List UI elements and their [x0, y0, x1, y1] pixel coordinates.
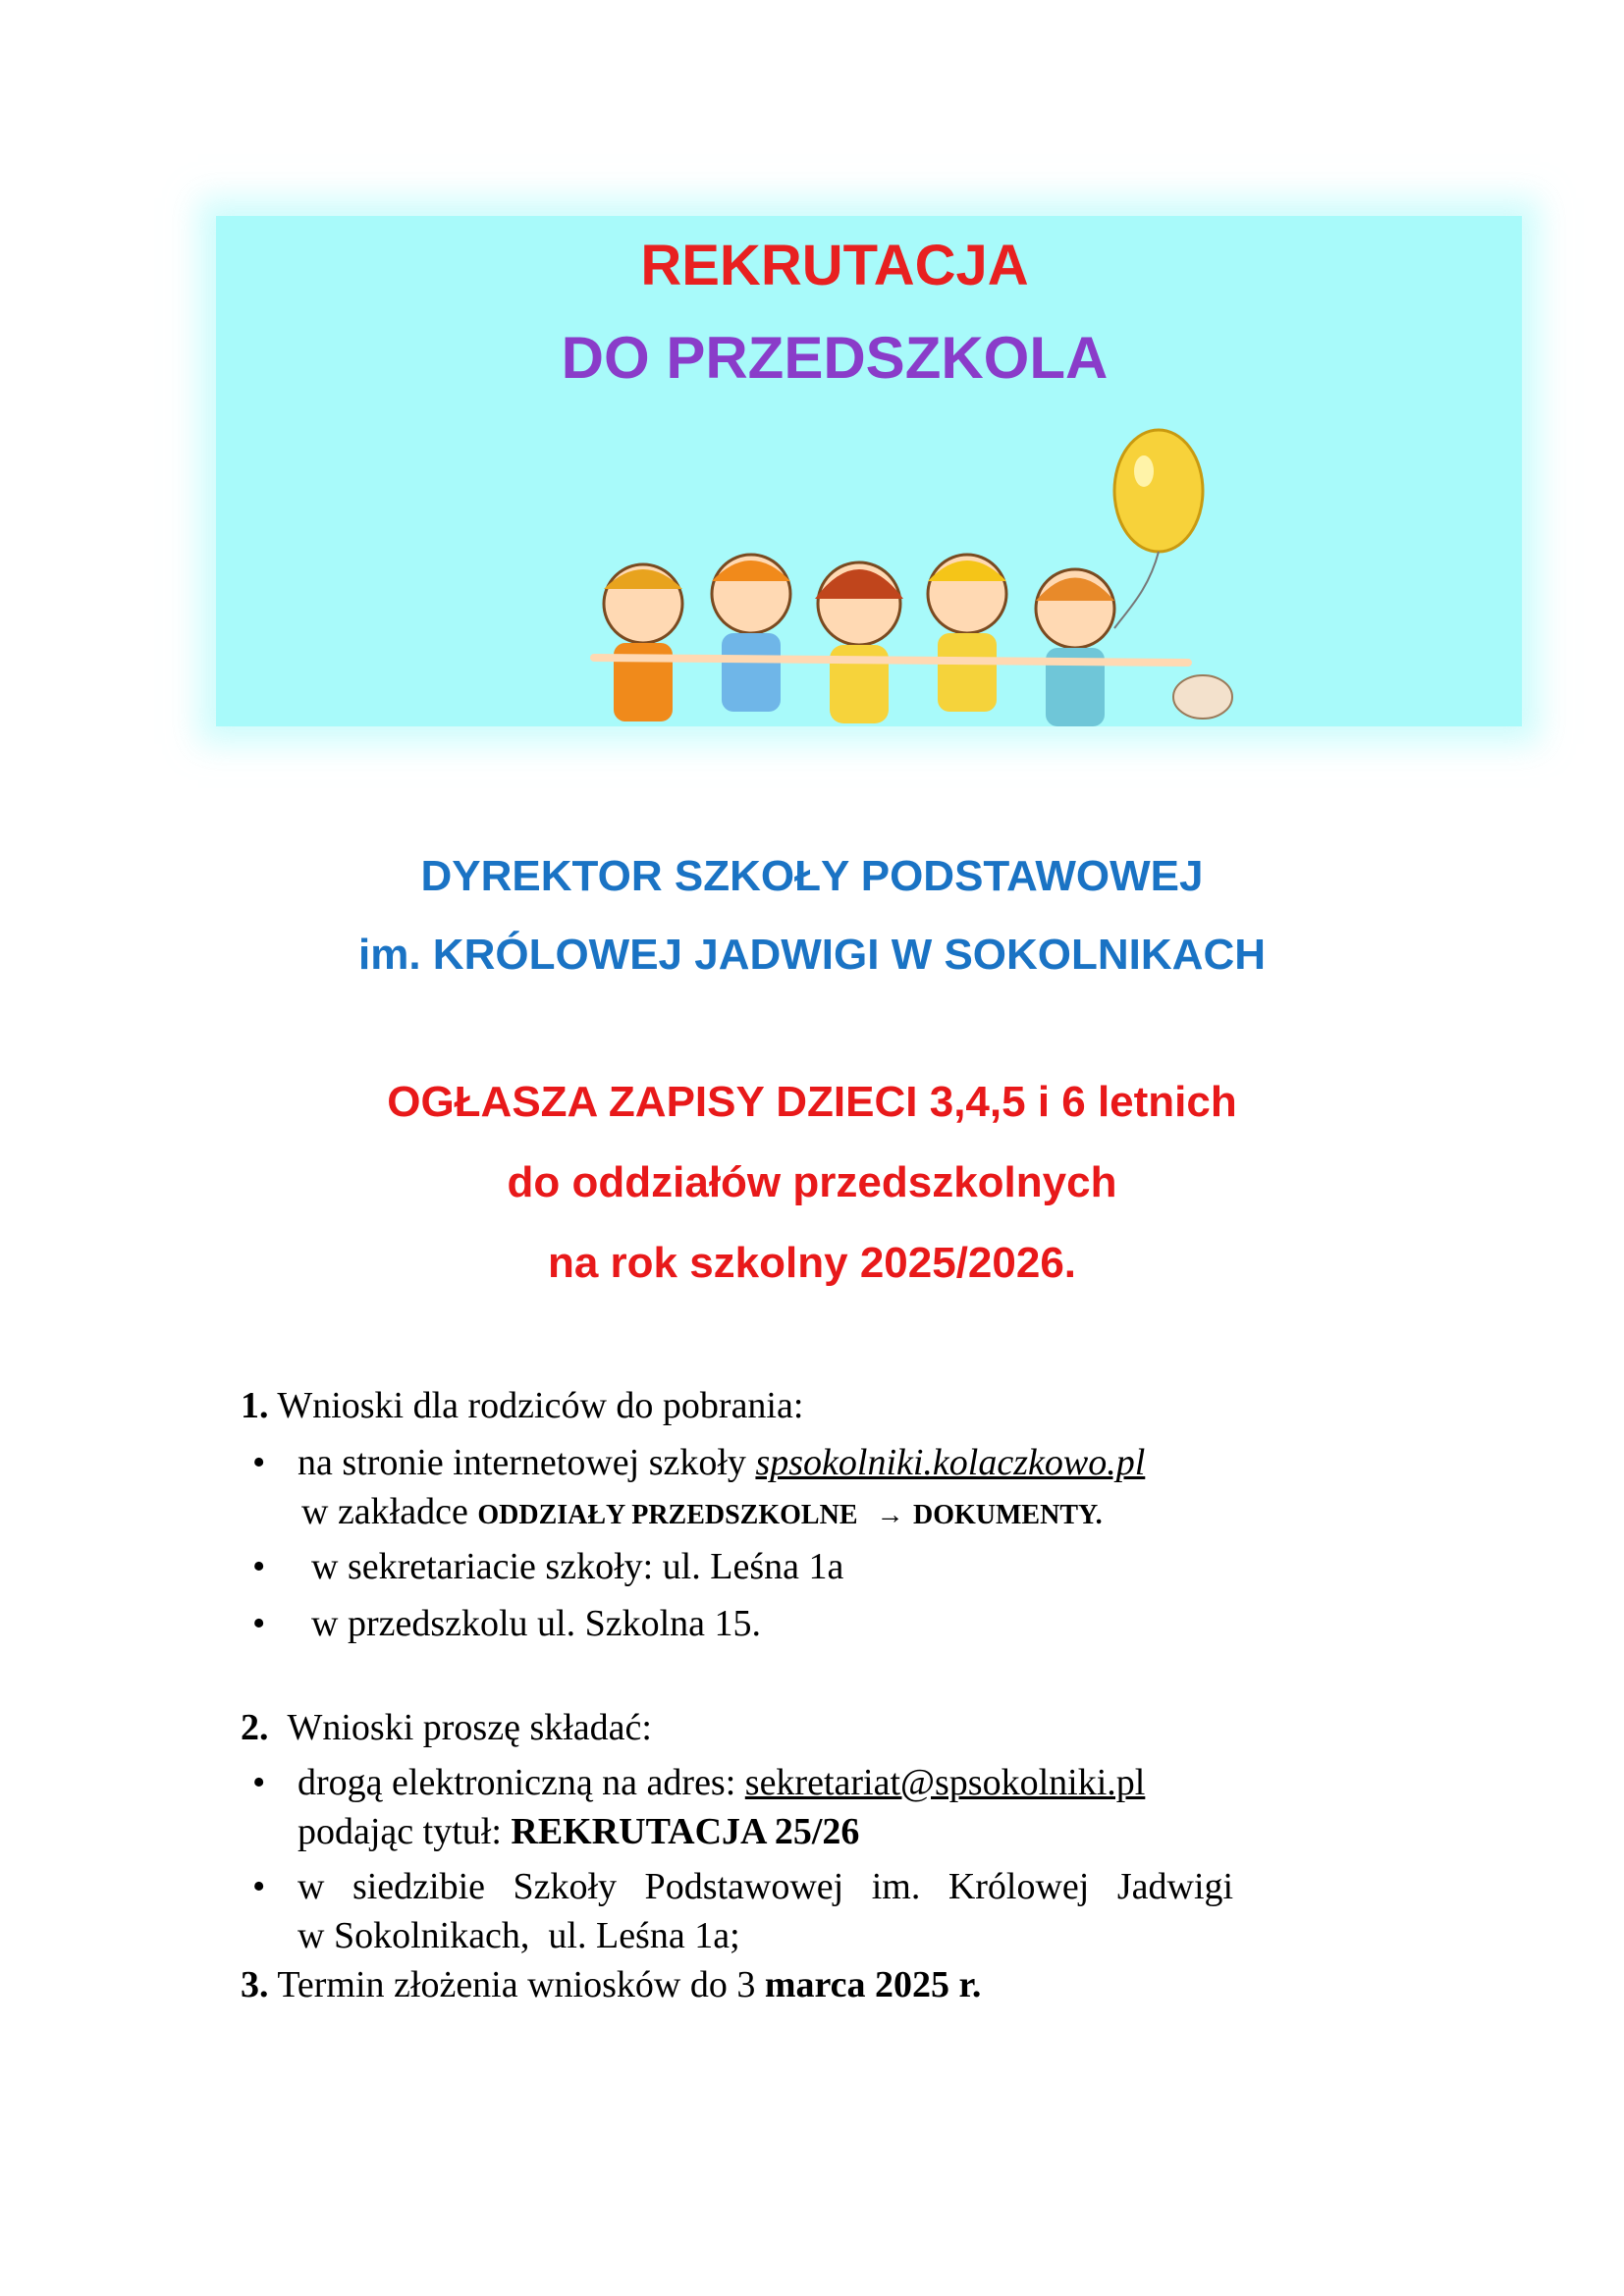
- recruitment-banner: [216, 216, 1522, 726]
- arrow-icon: →: [876, 1500, 904, 1530]
- children-illustration: [594, 555, 1232, 726]
- section-3-text: Termin złożenia wniosków do 3: [277, 1964, 756, 2005]
- section-1-tab-prefix: w zakładce: [301, 1491, 468, 1532]
- section-1-number: 1.: [241, 1385, 269, 1426]
- announcement-line1: OGŁASZA ZAPISY DZIECI 3,4,5 i 6 letnich: [387, 1078, 1237, 1126]
- announcement-line2: do oddziałów przedszkolnych: [507, 1158, 1117, 1206]
- announcement-line3: na rok szkolny 2025/2026.: [547, 1239, 1077, 1287]
- school-email-link[interactable]: sekretariat@spsokolniki.pl: [744, 1762, 1146, 1803]
- section-3-number: 3.: [241, 1964, 269, 2005]
- section-1-bullet-1-text: na stronie internetowej szkoły: [298, 1442, 746, 1483]
- section-2-number: 2.: [241, 1707, 269, 1748]
- bullet-icon: •: [252, 1866, 266, 1907]
- section-1-tab-name: ODDZIAŁY PRZEDSZKOLNE: [477, 1500, 858, 1530]
- section-1-bullet-2-text: w sekretariacie szkoły: ul. Leśna 1a: [311, 1546, 844, 1587]
- school-website-link[interactable]: spsokolniki.kolaczkowo.pl: [755, 1442, 1146, 1483]
- section-2-bullet-1-text: drogą elektroniczną na adres:: [298, 1762, 736, 1803]
- section-3: [241, 1961, 1448, 2008]
- section-2-bullet-2-line1: w siedzibie Szkoły Podstawowej im. Królowej Jadwigi: [298, 1866, 1234, 1907]
- bullet-icon: •: [252, 1762, 266, 1803]
- section-3-deadline: marca 2025 r.: [764, 1964, 982, 2005]
- banner-title-line1: REKRUTACJA: [640, 234, 1029, 297]
- section-1-documents: DOKUMENTY.: [913, 1500, 1103, 1530]
- section-2-heading: [241, 1704, 1448, 1751]
- bullet-icon: •: [252, 1442, 266, 1483]
- banner-illustration: [216, 216, 1522, 746]
- section-2-bullet-2-line2: w Sokolnikach, ul. Leśna 1a;: [298, 1915, 740, 1956]
- banner-title-line2: DO PRZEDSZKOLA: [561, 325, 1109, 391]
- section-2-title: Wnioski proszę składać:: [287, 1707, 652, 1748]
- section-2-subject-prefix: podając tytuł:: [298, 1811, 502, 1852]
- bullet-icon: •: [252, 1603, 266, 1644]
- director-title: DYREKTOR SZKOŁY PODSTAWOWEJ: [420, 852, 1204, 900]
- section-1-bullet-3-text: w przedszkolu ul. Szkolna 15.: [311, 1603, 762, 1644]
- section-1-heading: [241, 1382, 1448, 1429]
- section-2-subject: REKRUTACJA 25/26: [511, 1811, 860, 1852]
- school-name: im. KRÓLOWEJ JADWIGI W SOKOLNIKACH: [358, 931, 1266, 979]
- balloon-icon: [1114, 430, 1203, 628]
- bullet-icon: •: [252, 1546, 266, 1587]
- section-1-title: Wnioski dla rodziców do pobrania:: [277, 1385, 804, 1426]
